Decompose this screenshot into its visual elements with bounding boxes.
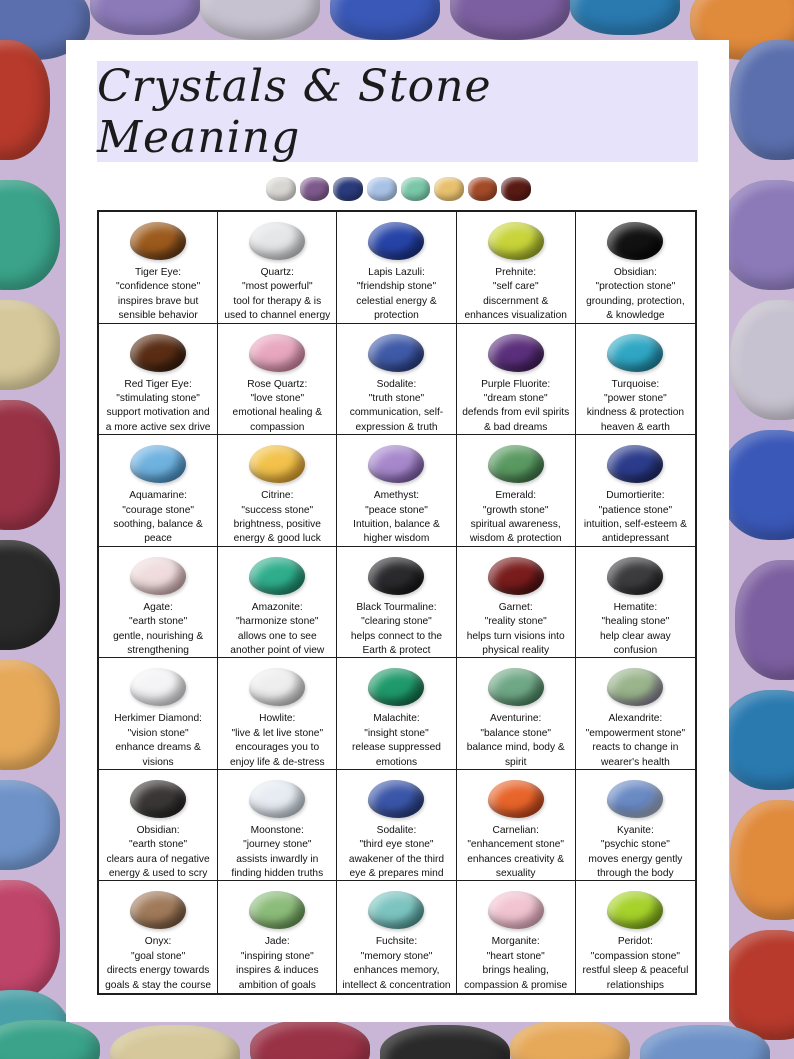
stone-card xyxy=(337,881,456,993)
stone-name: Moonstone: xyxy=(250,824,304,836)
stone-meaning-line: antidepressant xyxy=(601,533,669,545)
stone-nickname: "healing stone" xyxy=(601,616,670,628)
stone-nickname: "friendship stone" xyxy=(356,281,437,293)
stone-meaning-line: goals & stay the course xyxy=(105,979,212,991)
stone-card xyxy=(576,770,695,882)
stone-meaning-line: another point of view xyxy=(230,644,325,656)
stone-image xyxy=(130,557,186,595)
stone-image xyxy=(488,891,544,929)
stone-image xyxy=(368,445,424,483)
stone-meaning-line: brings healing, xyxy=(482,965,549,977)
stone-card xyxy=(99,212,218,324)
stone-name: Quartz: xyxy=(260,267,294,278)
stone-card xyxy=(99,547,218,659)
stone-meaning-line: & bad dreams xyxy=(483,421,548,433)
stone-image xyxy=(130,891,186,929)
stone-meaning-line: wisdom & protection xyxy=(469,533,562,545)
stone-name: Jade: xyxy=(264,936,290,948)
stone-meaning-line: & knowledge xyxy=(606,310,665,322)
stone-nickname: "earth stone" xyxy=(128,616,188,628)
stone-card xyxy=(218,212,337,324)
header-stone-lapis xyxy=(333,177,363,201)
stone-meaning-line: awakener of the third xyxy=(348,853,445,865)
background-stone xyxy=(250,1020,370,1059)
background-stone xyxy=(0,400,60,530)
stone-meaning-line: finding hidden truths xyxy=(231,868,324,880)
stone-meaning-line: help clear away xyxy=(599,630,671,642)
stone-card xyxy=(218,324,337,436)
stone-image xyxy=(488,445,544,483)
stone-card xyxy=(218,658,337,770)
stone-meaning-line: energy & good luck xyxy=(233,533,321,545)
stone-name: Amazonite: xyxy=(251,601,303,613)
stone-nickname: "patience stone" xyxy=(598,504,673,516)
stone-meaning-line: gentle, nourishing & xyxy=(113,630,204,642)
stone-meaning-line: enhances memory, xyxy=(353,965,440,977)
stone-card xyxy=(337,547,456,659)
stone-image xyxy=(607,891,663,929)
stone-name: Obsidian: xyxy=(613,267,657,278)
stone-meaning-line: allows one to see xyxy=(237,630,317,642)
stone-name: Garnet: xyxy=(498,601,533,613)
stone-meaning-line: visions xyxy=(142,756,174,768)
stone-card xyxy=(337,212,456,324)
stone-meaning-line: spiritual awareness, xyxy=(470,518,561,530)
header-stone-clear-quartz xyxy=(266,177,296,201)
stone-image xyxy=(607,222,663,260)
stone-nickname: "compassion stone" xyxy=(590,950,681,962)
stone-meaning-line: assists inwardly in xyxy=(236,853,319,865)
stone-card xyxy=(576,324,695,436)
stone-meaning-line: ambition of goals xyxy=(238,979,316,991)
stone-card xyxy=(457,212,576,324)
stone-card xyxy=(457,324,576,436)
stone-name: Prehnite: xyxy=(495,267,537,278)
header-stone-garnet xyxy=(501,177,531,201)
stone-card xyxy=(576,212,695,324)
stone-nickname: "insight stone" xyxy=(364,727,429,739)
stone-card xyxy=(576,435,695,547)
background-stone xyxy=(380,1025,510,1059)
header-stone-carnelian xyxy=(468,177,498,201)
background-stone xyxy=(0,1020,100,1059)
stone-name: Hematite: xyxy=(613,601,658,613)
stone-card xyxy=(457,658,576,770)
stone-nickname: "harmonize stone" xyxy=(236,616,319,628)
stone-nickname: "heart stone" xyxy=(486,950,545,962)
stone-card xyxy=(337,435,456,547)
stone-name: Aventurine: xyxy=(490,713,542,725)
stone-image xyxy=(607,557,663,595)
stone-meaning-line: defends from evil spirits xyxy=(462,407,570,419)
stone-name: Agate: xyxy=(143,601,173,613)
stone-meaning-line: reacts to change in xyxy=(592,742,679,754)
stone-meaning-line: spirit xyxy=(504,756,527,768)
stone-image xyxy=(249,780,305,818)
stone-meaning-line: grounding, protection, xyxy=(586,295,685,307)
stone-meaning-line: emotions xyxy=(375,756,418,768)
stone-meaning-line: brightness, positive xyxy=(233,518,321,530)
stone-nickname: "balance stone" xyxy=(480,727,552,739)
stone-meaning-line: expression & truth xyxy=(355,421,438,433)
stone-name: Herkimer Diamond: xyxy=(114,713,202,725)
stone-name: Fuchsite: xyxy=(375,936,418,948)
page-title: Crystals & Stone Meaning xyxy=(97,60,492,163)
stone-nickname: "self care" xyxy=(492,281,539,293)
stone-meaning-line: peace xyxy=(144,533,172,545)
stone-card xyxy=(99,881,218,993)
stone-nickname: "most powerful" xyxy=(241,281,313,293)
stone-card xyxy=(457,881,576,993)
stone-meaning-line: directs energy towards xyxy=(106,965,210,977)
stone-card xyxy=(576,881,695,993)
stone-meaning-line: physical reality xyxy=(482,644,550,656)
stone-meaning-line: support motivation and xyxy=(106,407,210,419)
stone-meaning-line: through the body xyxy=(597,868,674,880)
stone-image xyxy=(607,445,663,483)
stone-name: Carnelian: xyxy=(492,824,539,836)
stone-name: Aquamarine: xyxy=(129,490,187,502)
stone-meaning-line: relationships xyxy=(606,979,664,991)
stone-meaning-line: heaven & earth xyxy=(600,421,670,433)
stone-card xyxy=(457,547,576,659)
stone-name: Tiger Eye: xyxy=(135,267,182,278)
stone-meaning-line: enjoy life & de-stress xyxy=(230,756,325,768)
stone-meaning-line: sexuality xyxy=(495,868,536,880)
stone-card xyxy=(218,770,337,882)
stone-card xyxy=(337,770,456,882)
stone-nickname: "enhancement stone" xyxy=(467,839,565,851)
stone-name: Amethyst: xyxy=(373,490,420,502)
background-stone xyxy=(0,300,60,390)
stone-meaning-line: confusion xyxy=(613,644,658,656)
stone-nickname: "protection stone" xyxy=(595,281,676,293)
stone-nickname: "reality stone" xyxy=(484,616,547,628)
stone-meaning-line: kindness & protection xyxy=(586,407,685,419)
stone-image xyxy=(249,334,305,372)
stone-name: Malachite: xyxy=(373,713,420,725)
header-stone-row xyxy=(266,172,531,206)
background-stone xyxy=(720,930,794,1040)
stone-image xyxy=(488,334,544,372)
background-stone xyxy=(0,660,60,770)
stone-image xyxy=(368,891,424,929)
stone-nickname: "dream stone" xyxy=(483,392,548,404)
background-stone xyxy=(110,1025,240,1059)
stone-meaning-line: protection xyxy=(374,310,419,322)
stone-image xyxy=(368,334,424,372)
stone-nickname: "vision stone" xyxy=(127,727,189,739)
stone-card xyxy=(457,770,576,882)
stone-name: Purple Fluorite: xyxy=(481,378,551,390)
poster-sheet xyxy=(66,40,729,1022)
stone-nickname: "clearing stone" xyxy=(361,616,432,628)
stone-meaning-line: intuition, self-esteem & xyxy=(583,518,687,530)
stone-name: Turquoise: xyxy=(611,378,660,390)
stone-meaning-line: inspires & induces xyxy=(235,965,319,977)
stone-image xyxy=(130,222,186,260)
stone-nickname: "success stone" xyxy=(241,504,314,516)
stone-meaning-line: moves energy gently xyxy=(588,853,683,865)
stone-nickname: "live & let live stone" xyxy=(231,727,324,739)
stone-card xyxy=(99,770,218,882)
stone-image xyxy=(130,668,186,706)
stone-meaning-line: tool for therapy & is xyxy=(233,295,322,307)
stone-nickname: "love stone" xyxy=(250,392,305,404)
stone-nickname: "power stone" xyxy=(604,392,667,404)
stone-name: Dumortierite: xyxy=(606,490,665,502)
stone-image xyxy=(130,334,186,372)
stone-meaning-line: intellect & concentration xyxy=(342,979,451,991)
stone-card xyxy=(99,324,218,436)
stone-name: Citrine: xyxy=(261,490,294,502)
stone-meaning-line: restful sleep & peaceful xyxy=(582,965,689,977)
stone-card xyxy=(457,435,576,547)
header-stone-citrine xyxy=(434,177,464,201)
stone-meaning-line: enhances creativity & xyxy=(467,853,565,865)
stone-name: Alexandrite: xyxy=(608,713,663,725)
background-stone xyxy=(730,800,794,920)
stone-meaning-line: soothing, balance & xyxy=(113,518,203,530)
stone-nickname: "courage stone" xyxy=(122,504,194,516)
stone-meaning-line: Intuition, balance & xyxy=(353,518,440,530)
stone-meaning-line: Earth & protect xyxy=(362,644,431,656)
stone-meaning-line: compassion & promise xyxy=(464,979,568,991)
background-stone xyxy=(720,180,794,290)
stone-meaning-line: encourages you to xyxy=(235,742,320,754)
stone-meaning-line: inspires brave but xyxy=(117,295,199,307)
stone-image xyxy=(130,445,186,483)
stone-image xyxy=(488,780,544,818)
stone-meaning-line: helps turn visions into xyxy=(466,630,565,642)
stone-card xyxy=(99,658,218,770)
stone-image xyxy=(249,668,305,706)
stone-card xyxy=(218,435,337,547)
background-stone xyxy=(330,0,440,40)
stone-nickname: "confidence stone" xyxy=(115,281,201,293)
stone-nickname: "goal stone" xyxy=(130,950,186,962)
stone-name: Sodalite: xyxy=(376,824,417,836)
stone-name: Kyanite: xyxy=(616,824,654,836)
stone-image xyxy=(130,780,186,818)
stone-nickname: "growth stone" xyxy=(482,504,549,516)
stone-meaning-line: strengthening xyxy=(127,644,189,656)
stone-image xyxy=(488,668,544,706)
stone-meaning-line: enhance dreams & xyxy=(115,742,201,754)
stone-image xyxy=(368,222,424,260)
background-stone xyxy=(90,0,200,35)
header-stone-aventurine xyxy=(401,177,431,201)
stone-card xyxy=(337,324,456,436)
stone-image xyxy=(368,668,424,706)
background-stone xyxy=(450,0,570,40)
background-stone xyxy=(720,690,794,790)
stone-meaning-line: release suppressed xyxy=(352,742,441,754)
stone-meaning-line: emotional healing & xyxy=(232,407,323,419)
stone-name: Rose Quartz: xyxy=(247,378,308,390)
stone-image xyxy=(607,668,663,706)
stone-meaning-line: used to channel energy xyxy=(224,310,331,322)
stone-nickname: "truth stone" xyxy=(368,392,425,404)
stone-image xyxy=(368,557,424,595)
background-stone xyxy=(0,180,60,290)
stone-meaning-line: a more active sex drive xyxy=(105,421,211,433)
stone-nickname: "memory stone" xyxy=(360,950,433,962)
stone-image xyxy=(249,891,305,929)
stone-name: Sodalite: xyxy=(376,378,417,390)
stone-meaning-line: helps connect to the xyxy=(350,630,443,642)
stone-image xyxy=(249,557,305,595)
stone-meaning-line: energy & used to scry xyxy=(108,868,208,880)
stone-grid xyxy=(97,210,697,995)
stone-card xyxy=(99,435,218,547)
stone-card xyxy=(337,658,456,770)
stone-name: Morganite: xyxy=(491,936,540,948)
stone-meaning-line: compassion xyxy=(250,421,305,433)
stone-image xyxy=(488,557,544,595)
stone-nickname: "stimulating stone" xyxy=(116,392,200,404)
stone-nickname: "psychic stone" xyxy=(600,839,670,851)
stone-meaning-line: discernment & xyxy=(483,295,549,307)
background-stone xyxy=(0,880,60,1000)
header-stone-blue-lace xyxy=(367,177,397,201)
stone-name: Obsidian: xyxy=(136,824,180,836)
stone-image xyxy=(368,780,424,818)
stone-nickname: "inspiring stone" xyxy=(240,950,314,962)
stone-card xyxy=(576,658,695,770)
stone-nickname: "peace stone" xyxy=(365,504,428,516)
background-stone xyxy=(570,0,680,35)
stone-meaning-line: eye & prepares mind xyxy=(349,868,444,880)
stone-meaning-line: celestial energy & xyxy=(356,295,437,307)
stone-image xyxy=(607,334,663,372)
stone-meaning-line: wearer's health xyxy=(601,756,670,768)
stone-name: Howlite: xyxy=(259,713,296,725)
stone-name: Onyx: xyxy=(144,936,172,948)
stone-name: Lapis Lazuli: xyxy=(368,267,425,278)
stone-card xyxy=(576,547,695,659)
stone-nickname: "earth stone" xyxy=(128,839,188,851)
stone-meaning-line: higher wisdom xyxy=(363,533,430,545)
background-stone xyxy=(510,1020,630,1059)
stone-meaning-line: sensible behavior xyxy=(118,310,198,322)
stone-image xyxy=(488,222,544,260)
stone-meaning-line: communication, self- xyxy=(349,407,444,419)
background-stone xyxy=(0,780,60,870)
stone-meaning-line: enhances visualization xyxy=(464,310,567,322)
background-stone xyxy=(735,560,794,680)
stone-name: Black Tourmaline: xyxy=(356,601,437,613)
title-band xyxy=(97,61,698,162)
stone-nickname: "third eye stone" xyxy=(359,839,434,851)
stone-image xyxy=(249,222,305,260)
background-stone xyxy=(200,0,320,40)
stone-name: Emerald: xyxy=(495,490,537,502)
stone-image xyxy=(249,445,305,483)
stone-image xyxy=(607,780,663,818)
stone-nickname: "empowerment stone" xyxy=(585,727,686,739)
stone-meaning-line: balance mind, body & xyxy=(466,742,565,754)
stone-card xyxy=(218,547,337,659)
stone-meaning-line: clears aura of negative xyxy=(106,853,210,865)
stone-name: Red Tiger Eye: xyxy=(124,378,192,390)
background-stone xyxy=(0,540,60,650)
background-stone xyxy=(730,300,794,420)
stone-name: Peridot: xyxy=(617,936,653,948)
stone-nickname: "journey stone" xyxy=(243,839,312,851)
header-stone-amethyst xyxy=(300,177,330,201)
background-stone xyxy=(720,430,794,540)
stone-card xyxy=(218,881,337,993)
